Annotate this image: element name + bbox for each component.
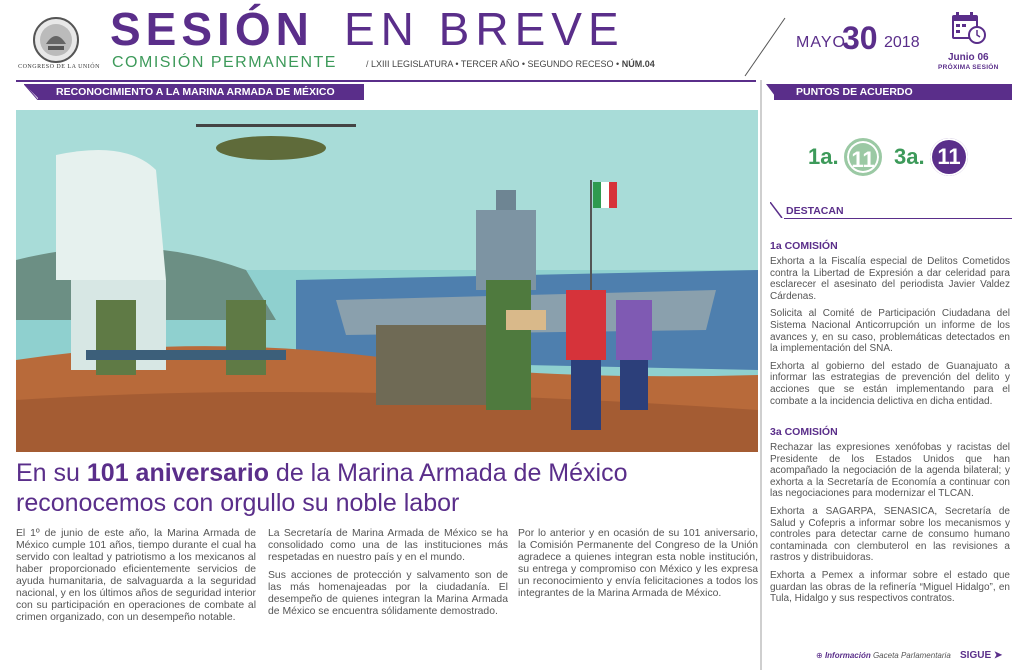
header-rule: [16, 80, 756, 82]
logo-caption: CONGRESO DE LA UNIÓN: [18, 64, 100, 70]
date-year: 2018: [884, 34, 920, 51]
body-paragraph: Por lo anterior y en ocasión de su 101 aniversario, la Comisión Permanente del Congreso de la Unión agradece a quienes integran esta noble institución, su entrega y compromiso con México y les expresa un reconocimiento y envía felicitaciones a todos los integrantes de la Marina Armada de México.: [518, 528, 758, 599]
navy-illustration: [16, 110, 758, 452]
group-heading: 3a COMISIÓN: [770, 426, 838, 438]
title-sesion: SESIÓN: [110, 3, 314, 55]
body-column-2: [268, 528, 508, 624]
footer-info-source: Gaceta Parlamentaria: [872, 651, 951, 660]
agreement-item: Exhorta a Pemex a informar sobre el estado que guardan las obras de la refinería “Miguel Hidalgo”, en Tula, Hidalgo y sus respectivos contratos.: [770, 569, 1010, 605]
date-month: MAYO: [796, 34, 846, 51]
sidebar-divider: [760, 80, 762, 670]
puntos-count-3a: 11: [930, 138, 968, 176]
date-day: 30: [842, 20, 878, 56]
agreement-item: Exhorta al gobierno del estado de Guanajuato a informar las estrategias de prevención del delito y acciones que se están implementando para el combate a la incidencia delictiva en dicha entidad.: [770, 360, 1010, 407]
sidebar-group-1a: [770, 240, 1010, 407]
destacan-notch: [770, 202, 784, 218]
next-page-link[interactable]: [960, 650, 1002, 661]
group-heading: 1a COMISIÓN: [770, 240, 838, 252]
legislature-text: LXIII LEGISLATURA • TERCER AÑO • SEGUNDO RECESO •: [371, 59, 620, 69]
agreement-item: Exhorta a SAGARPA, SENASICA, Secretaría de Salud y Cofepris a informar sobre los mecanismos y controles para detectar carne de consumo humano contaminada con clembuterol en las revisiones a rastros y distribuidoras.: [770, 505, 1010, 564]
issue-number: NÚM.04: [621, 59, 655, 69]
body-paragraph: El 1º de junio de este año, la Marina Armada de México cumple 101 años, tiempo durante el cual ha servido con lealtad y patriotismo a los mexicanos al haber proporcionado eficientemente servicios de ayuda humanitaria, de salvaguarda a la seguridad nacional, y en los últimos años de seguridad interior con su participación en operaciones de combate al crimen organizado, con un desempeño notable.: [16, 528, 256, 623]
next-session-date: Junio 06: [948, 52, 989, 63]
headline-pre: En su: [16, 459, 80, 487]
puntos-count-1a: 11: [844, 138, 882, 176]
section-bar-puntos-de-acuerdo: PUNTOS DE ACUERDO: [774, 84, 1012, 100]
calendar-clock-icon: [950, 10, 986, 44]
destacan-rule: [784, 218, 1012, 219]
headline: [16, 458, 756, 518]
subtitle-comision-permanente: COMISIÓN PERMANENTE: [112, 54, 337, 71]
footer-info-label: Información: [824, 651, 871, 660]
body-column-1: [16, 528, 256, 630]
body-paragraph: La Secretaría de Marina Armada de México se ha consolidado como una de las instituciones más respetadas en nuestro país y en el mundo.: [268, 528, 508, 563]
title-en-breve: EN BREVE: [344, 3, 625, 55]
plus-circle-icon: ⊕: [816, 651, 823, 660]
legislature-line: / LXIII LEGISLATURA • TERCER AÑO • SEGUNDO RECESO • NÚM.04: [366, 59, 655, 69]
puntos-label-3a: 3a.: [894, 144, 925, 169]
next-session-label: PRÓXIMA SESIÓN: [938, 64, 999, 71]
divider-slash: [740, 14, 790, 80]
next-page-label: SIGUE: [960, 650, 992, 661]
section-bar-reconocimiento: RECONOCIMIENTO A LA MARINA ARMADA DE MÉXICO: [38, 84, 364, 100]
agreement-item: Solicita al Comité de Participación Ciudadana del Sistema Nacional Anticorrupción un informe de los avances y, en su caso, problemáticas detectados en la implementación del SNA.: [770, 308, 1010, 355]
headline-bold: 101 aniversario: [86, 459, 269, 487]
arrow-right-icon: ➤: [993, 650, 1003, 661]
agreement-item: Exhorta a la Fiscalía especial de Delitos Cometidos contra la Libertad de Expresión a dar celeridad para esclarecer el asesinato del periodista Javier Valdez Cárdenas.: [770, 256, 1010, 302]
body-column-3: [518, 528, 758, 606]
puntos-label-1a: 1a.: [808, 144, 839, 169]
sidebar-group-3a: [770, 426, 1010, 605]
footer-info[interactable]: [816, 651, 951, 660]
agreement-item: Rechazar las expresiones xenófobas y racistas del Presidente de los Estados Unidos que han acompañado la negociación de la agenda bilateral; y exhorta a la Secretaría de Economía a continuar con las negociaciones para modernizar el TLCAN.: [770, 442, 1010, 500]
body-paragraph: Sus acciones de protección y salvamento son de las más homenajeadas por la ciudadanía. El desempeño de quienes integran la Marina Armada de México se encuentra sólidamente demostrado.: [268, 570, 508, 617]
headline-line2: reconocemos con orgullo su noble labor: [16, 489, 460, 517]
destacan-title: DESTACAN: [786, 205, 844, 217]
headline-post: de la Marina Armada de México: [275, 459, 628, 487]
